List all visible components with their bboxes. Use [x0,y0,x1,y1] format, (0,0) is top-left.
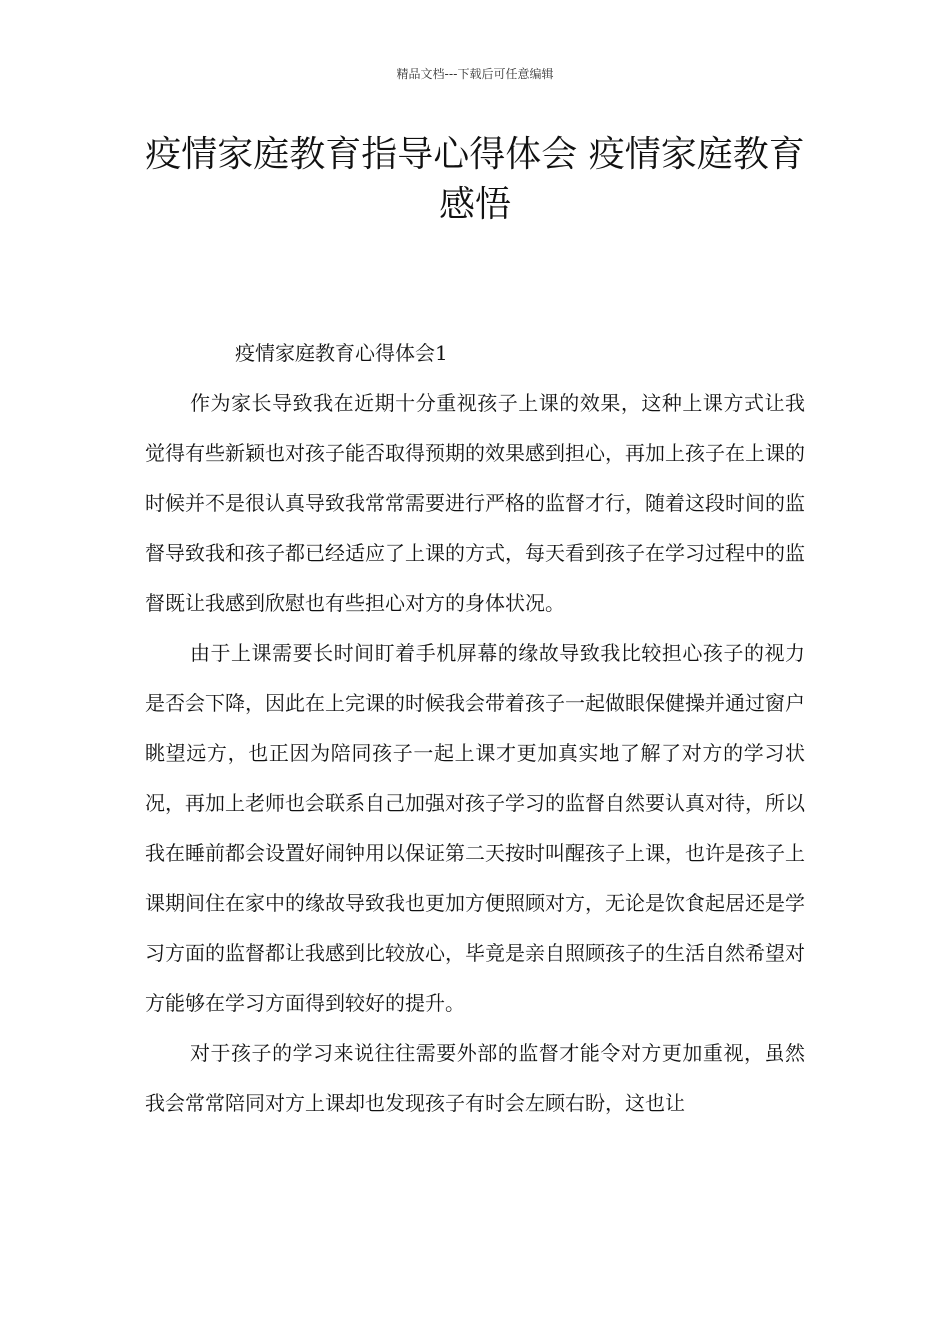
paragraph-3: 对于孩子的学习来说往往需要外部的监督才能令对方更加重视，虽然我会常常陪同对方上课却也发现孩子有时会左顾右盼，这也让 [145,1041,805,1115]
paragraph-1: 作为家长导致我在近期十分重视孩子上课的效果，这种上课方式让我觉得有些新颖也对孩子能否取得预期的效果感到担心，再加上孩子在上课的时候并不是很认真导致我常常需要进行严格的监督才行，随着这段时间的监督导致我和孩子都已经适应了上课的方式，每天看到孩子在学习过程中的监督既让我感到欣慰也有些担心对方的身体状况。 [145,391,805,615]
paragraph-2: 由于上课需要长时间盯着手机屏幕的缘故导致我比较担心孩子的视力是否会下降，因此在上完课的时候我会带着孩子一起做眼保健操并通过窗户眺望远方，也正因为陪同孩子一起上课才更加真实地了解了对方的学习状况，再加上老师也会联系自己加强对孩子学习的监督自然要认真对待，所以我在睡前都会设置好闹钟用以保证第二天按时叫醒孩子上课，也许是孩子上课期间住在家中的缘故导致我也更加方便照顾对方，无论是饮食起居还是学习方面的监督都让我感到比较放心，毕竟是亲自照顾孩子的生活自然希望对方能够在学习方面得到较好的提升。 [145,641,805,1015]
section-title: 疫情家庭教育心得体会1 [235,341,448,365]
document-title: 疫情家庭教育指导心得体会 疫情家庭教育感悟 [145,134,805,225]
header-note: 精品文档---下载后可任意编辑 [396,67,554,81]
document-body [145,328,805,1128]
